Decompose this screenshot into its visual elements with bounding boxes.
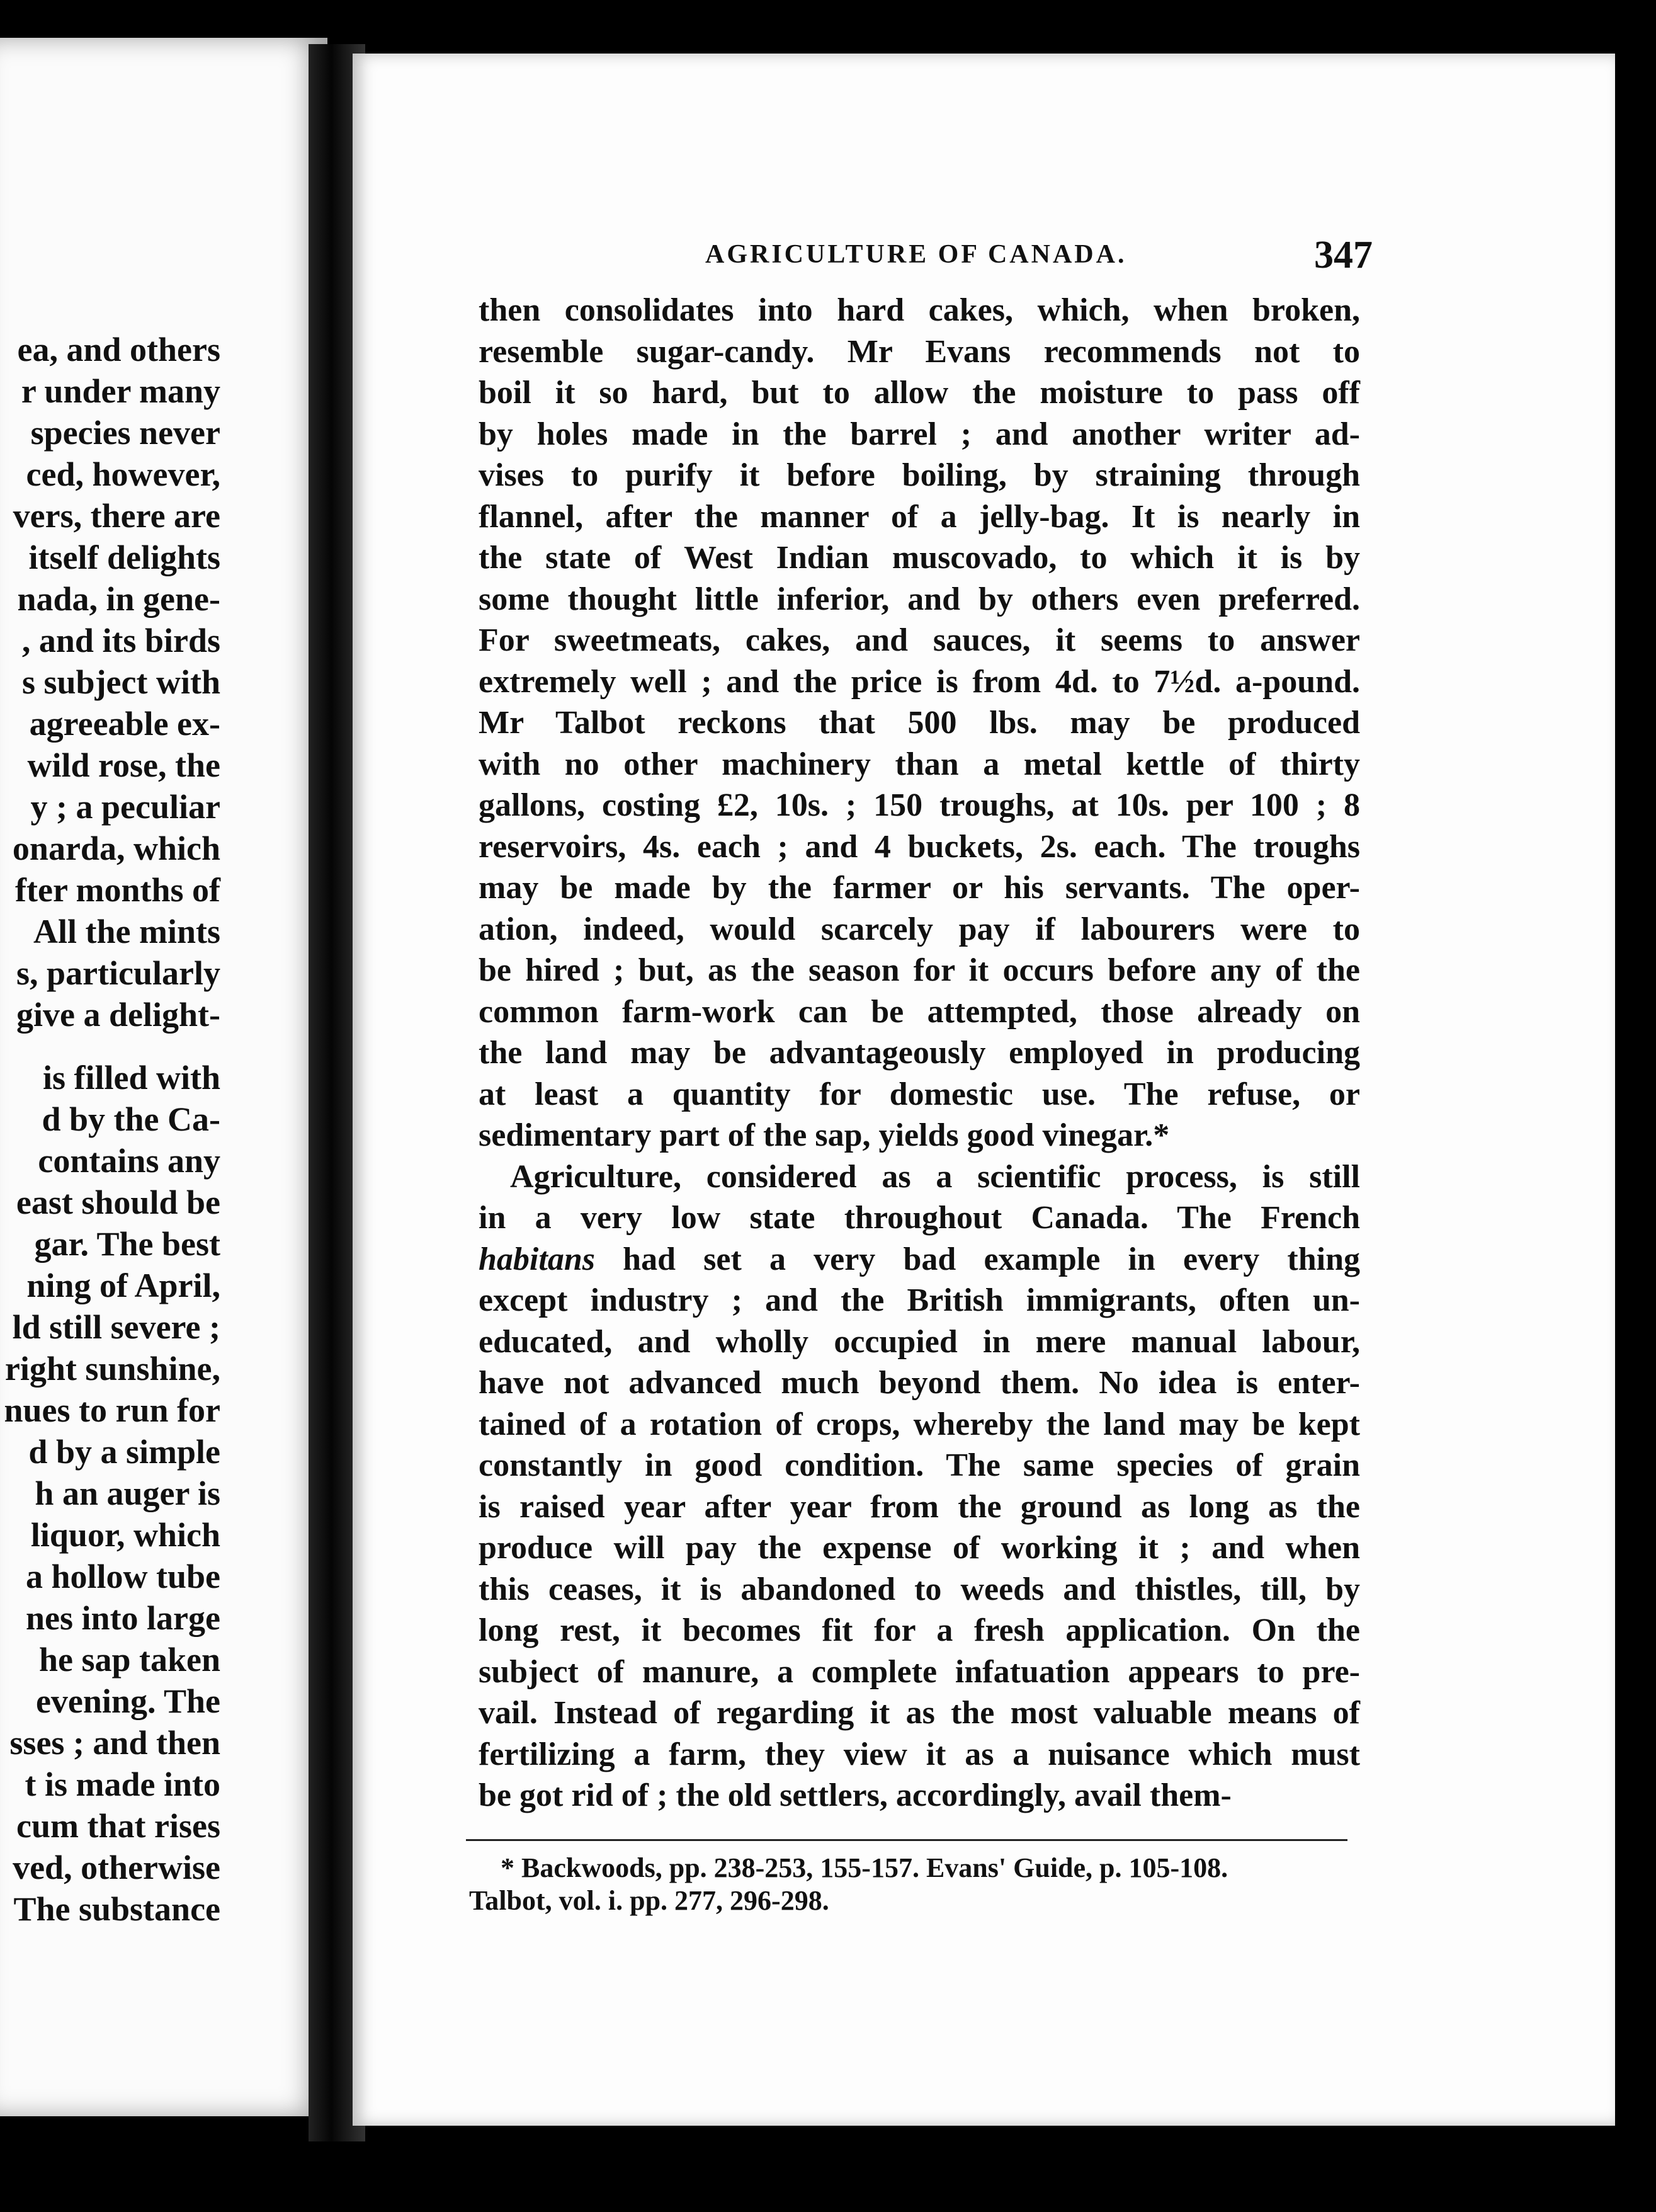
left-page-line: s, particularly [16,954,220,992]
paragraph-line: constantly in good condition. The same species of grain [479,1447,1360,1483]
paragraph-line: some thought little inferior, and by others even preferred. [479,581,1360,617]
left-page-line: he sap taken [38,1641,220,1679]
left-page-line: The substance [13,1890,220,1928]
paragraph-line: have not advanced much beyond them. No idea is enter- [479,1365,1360,1401]
paragraph-line: subject of manure, a complete infatuation appears to pre- [479,1653,1360,1690]
left-page [0,38,327,2116]
left-page-line: liquor, which [30,1516,220,1554]
left-page-line: wild rose, the [27,746,220,784]
paragraph-line: common farm-work can be attempted, those already on [479,993,1360,1030]
left-page-line: species never [30,414,220,452]
left-page-line: sses ; and then [9,1724,220,1762]
paragraph-line: fertilizing a farm, they view it as a nuisance which must [479,1736,1360,1772]
paragraph-line: by holes made in the barrel ; and another writer ad- [479,416,1360,452]
paragraph-2 [479,1156,1360,1816]
left-page-line: r under many [21,372,220,410]
paragraph-line: Mr Talbot reckons that 500 lbs. may be produced [479,705,1360,741]
paragraph-line: flannel, after the manner of a jelly-bag. It is nearly in [479,498,1360,535]
page-number: 347 [1314,234,1373,276]
left-page-line: is filled with [42,1059,220,1097]
footnote-line: Talbot, vol. i. pp. 277, 296-298. [469,1885,829,1916]
footnote-line: * Backwoods, pp. 238-253, 155-157. Evans' Guide, p. 105-108. [501,1852,1228,1883]
left-page-line: d by the Ca- [42,1100,220,1138]
paragraph-line: long rest, it becomes fit for a fresh application. On the [479,1612,1360,1648]
footnotes [469,1852,1351,1917]
left-page-line: east should be [16,1183,220,1221]
left-page-line: nada, in gene- [17,580,220,618]
left-page-line: vers, there are [13,497,220,535]
paragraph-line: educated, and wholly occupied in mere manual labour, [479,1323,1360,1360]
left-page-line: agreeable ex- [29,705,220,743]
paragraph-line: be got rid of ; the old settlers, accordingly, avail them- [479,1777,1232,1813]
left-page-line: onarda, which [12,830,220,867]
left-page-line: contains any [38,1142,220,1180]
italic-word: habitans [479,1241,595,1277]
left-page-line: evening. The [35,1682,220,1720]
left-page-line: ning of April, [26,1267,220,1304]
paragraph-line: in a very low state throughout Canada. The French [479,1200,1360,1236]
paragraph-line: gallons, costing £2, 10s. ; 150 troughs, at 10s. per 100 ; 8 [479,787,1360,823]
left-page-line: right sunshine, [4,1350,220,1388]
left-page-line: nues to run for [4,1391,220,1429]
paragraph-line: the land may be advantageously employed in producing [479,1035,1360,1071]
paragraph-line: reservoirs, 4s. each ; and 4 buckets, 2s. each. The troughs [479,828,1360,865]
left-page-line: gar. The best [34,1225,220,1263]
paragraph-line: except industry ; and the British immigrants, often un- [479,1282,1360,1318]
paragraph-line: at least a quantity for domestic use. The refuse, or [479,1076,1360,1112]
paragraph-line: be hired ; but, as the season for it occurs before any of the [479,952,1360,988]
footnote-rule [466,1839,1347,1841]
paragraph-line: is raised year after year from the ground as long as the [479,1488,1360,1525]
paragraph-line: then consolidates into hard cakes, which, when broken, [479,292,1360,328]
left-page-line: , and its birds [21,622,220,659]
left-page-text [0,329,220,1930]
left-page-line: a hollow tube [25,1558,220,1595]
left-page-line: y ; a peculiar [30,788,220,826]
left-page-line: t is made into [25,1765,220,1803]
paragraph-line: with no other machinery than a metal kettle of thirty [479,746,1360,782]
left-page-line: ved, otherwise [13,1849,220,1886]
paragraph-line: vail. Instead of regarding it as the most valuable means of [479,1695,1360,1731]
paragraph-line: habitans had set a very bad example in every thing [479,1241,1360,1277]
left-page-line: h an auger is [35,1474,220,1512]
left-page-line [0,1035,220,1057]
left-page-line: s subject with [21,663,220,701]
left-page-line: cum that rises [16,1807,220,1845]
paragraph-line: the state of West Indian muscovado, to which it is by [479,540,1360,576]
paragraph-line: ation, indeed, would scarcely pay if labourers were to [479,911,1360,947]
body-text [479,290,1360,1816]
paragraph-line: extremely well ; and the price is from 4d. to 7½d. a-pound. [479,663,1360,700]
left-page-line: fter months of [15,871,220,909]
paragraph-1 [479,290,1360,1156]
paragraph-line: vises to purify it before boiling, by straining through [479,457,1360,493]
paragraph-line: sedimentary part of the sap, yields good vinegar.* [479,1117,1170,1153]
left-page-line: itself delights [28,539,220,576]
left-page-line: give a delight- [16,996,220,1034]
left-page-line: ea, and others [17,331,220,368]
paragraph-line: this ceases, it is abandoned to weeds and thistles, till, by [479,1571,1360,1607]
paragraph-line: For sweetmeats, cakes, and sauces, it seems to answer [479,622,1360,658]
paragraph-line: produce will pay the expense of working it ; and when [479,1530,1360,1566]
left-page-line: All the mints [33,913,220,950]
running-head: AGRICULTURE OF CANADA. [705,240,1127,269]
paragraph-line: Agriculture, considered as a scientific process, is still [510,1158,1360,1195]
paragraph-line: tained of a rotation of crops, whereby the land may be kept [479,1406,1360,1442]
paragraph-line: resemble sugar-candy. Mr Evans recommends not to [479,333,1360,370]
left-page-line: d by a simple [28,1433,220,1471]
left-page-line: nes into large [26,1599,220,1637]
paragraph-line: boil it so hard, but to allow the moisture to pass off [479,375,1360,411]
paragraph-line: may be made by the farmer or his servants. The oper- [479,870,1360,906]
left-page-line: ced, however, [26,455,220,493]
left-page-line: ld still severe ; [12,1308,220,1346]
